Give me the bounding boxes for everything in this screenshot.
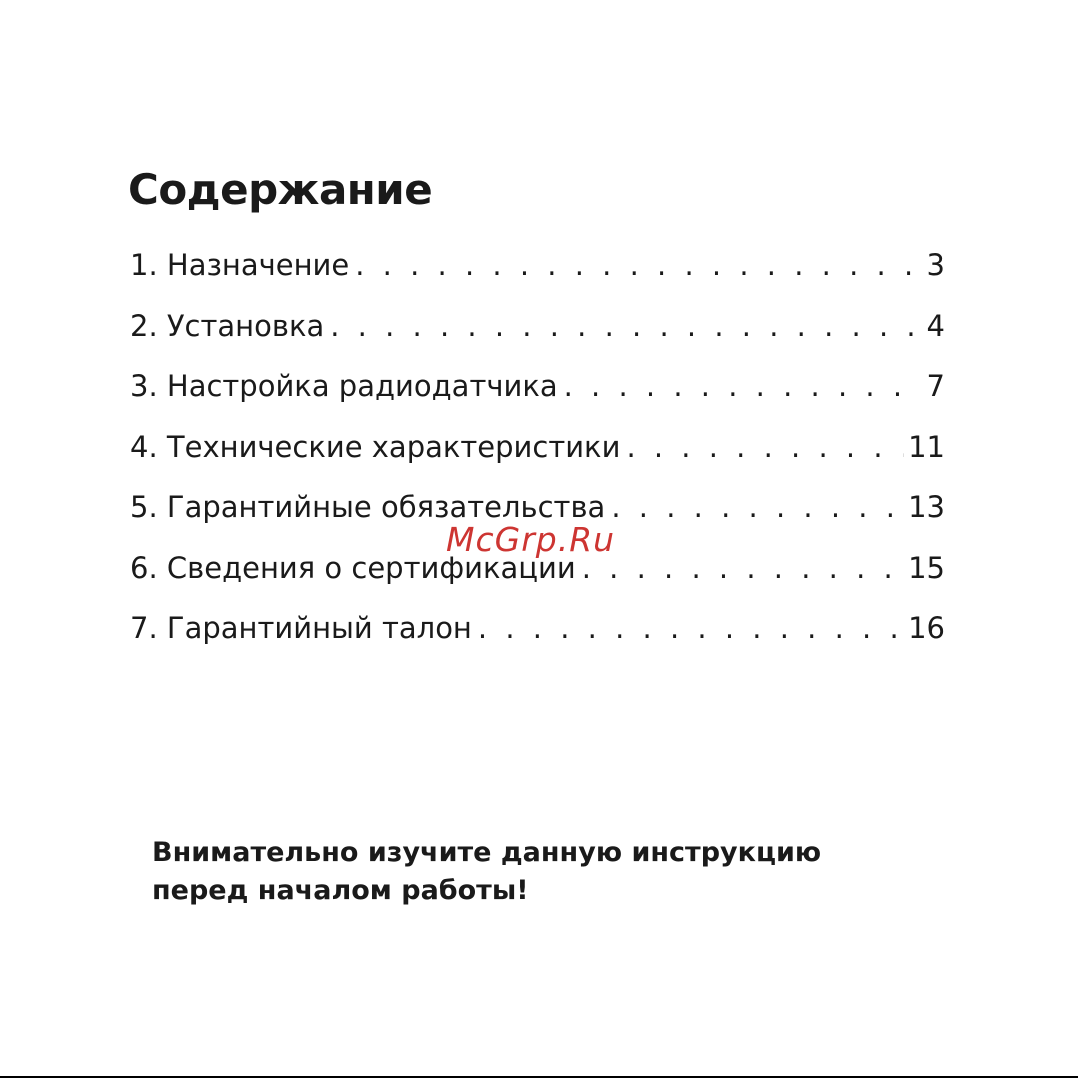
- toc-dot-leader: [582, 543, 904, 593]
- watermark: McGrp.Ru: [446, 520, 616, 559]
- toc-entry-page: 16: [908, 611, 945, 645]
- toc-entry-page: 11: [908, 429, 945, 464]
- toc-entry-label: 7. Гарантийный талон: [130, 611, 472, 645]
- notice-line-2: перед началом работы!: [152, 875, 529, 906]
- toc-entry-page: 4: [926, 308, 945, 343]
- toc-dot-leader: [478, 603, 904, 653]
- toc-entry-label: 2. Установка: [130, 308, 325, 343]
- toc-entry[interactable]: [130, 301, 945, 362]
- toc-entry-page: 15: [908, 550, 945, 585]
- toc-dot-leader: [564, 361, 923, 411]
- toc-entry-page: 13: [908, 490, 945, 524]
- toc-entry[interactable]: [130, 361, 945, 422]
- toc-dot-leader: [355, 240, 922, 290]
- toc-entry-label: 6. Сведения о сертификации: [130, 550, 576, 585]
- toc-entry-label: 3. Настройка радиодатчика: [130, 369, 558, 403]
- toc-entry-label: 1. Назначение: [130, 248, 350, 282]
- toc-entry-label: 5. Гарантийные обязательства: [130, 490, 606, 524]
- toc-entry-page: 7: [926, 369, 945, 403]
- toc-title: Содержание: [128, 165, 433, 214]
- toc-dot-leader: [330, 301, 922, 351]
- notice-line-1: Внимательно изучите данную инструкцию: [152, 837, 822, 868]
- table-of-contents: [130, 240, 945, 664]
- toc-entry[interactable]: [130, 422, 945, 483]
- toc-entry-label: 4. Технические характеристики: [130, 429, 621, 464]
- toc-dot-leader: [611, 482, 904, 532]
- toc-entry-page: 3: [926, 248, 945, 282]
- toc-dot-leader: [626, 422, 904, 472]
- toc-entry[interactable]: [130, 603, 945, 664]
- toc-entry[interactable]: [130, 240, 945, 301]
- instruction-notice: [152, 834, 821, 910]
